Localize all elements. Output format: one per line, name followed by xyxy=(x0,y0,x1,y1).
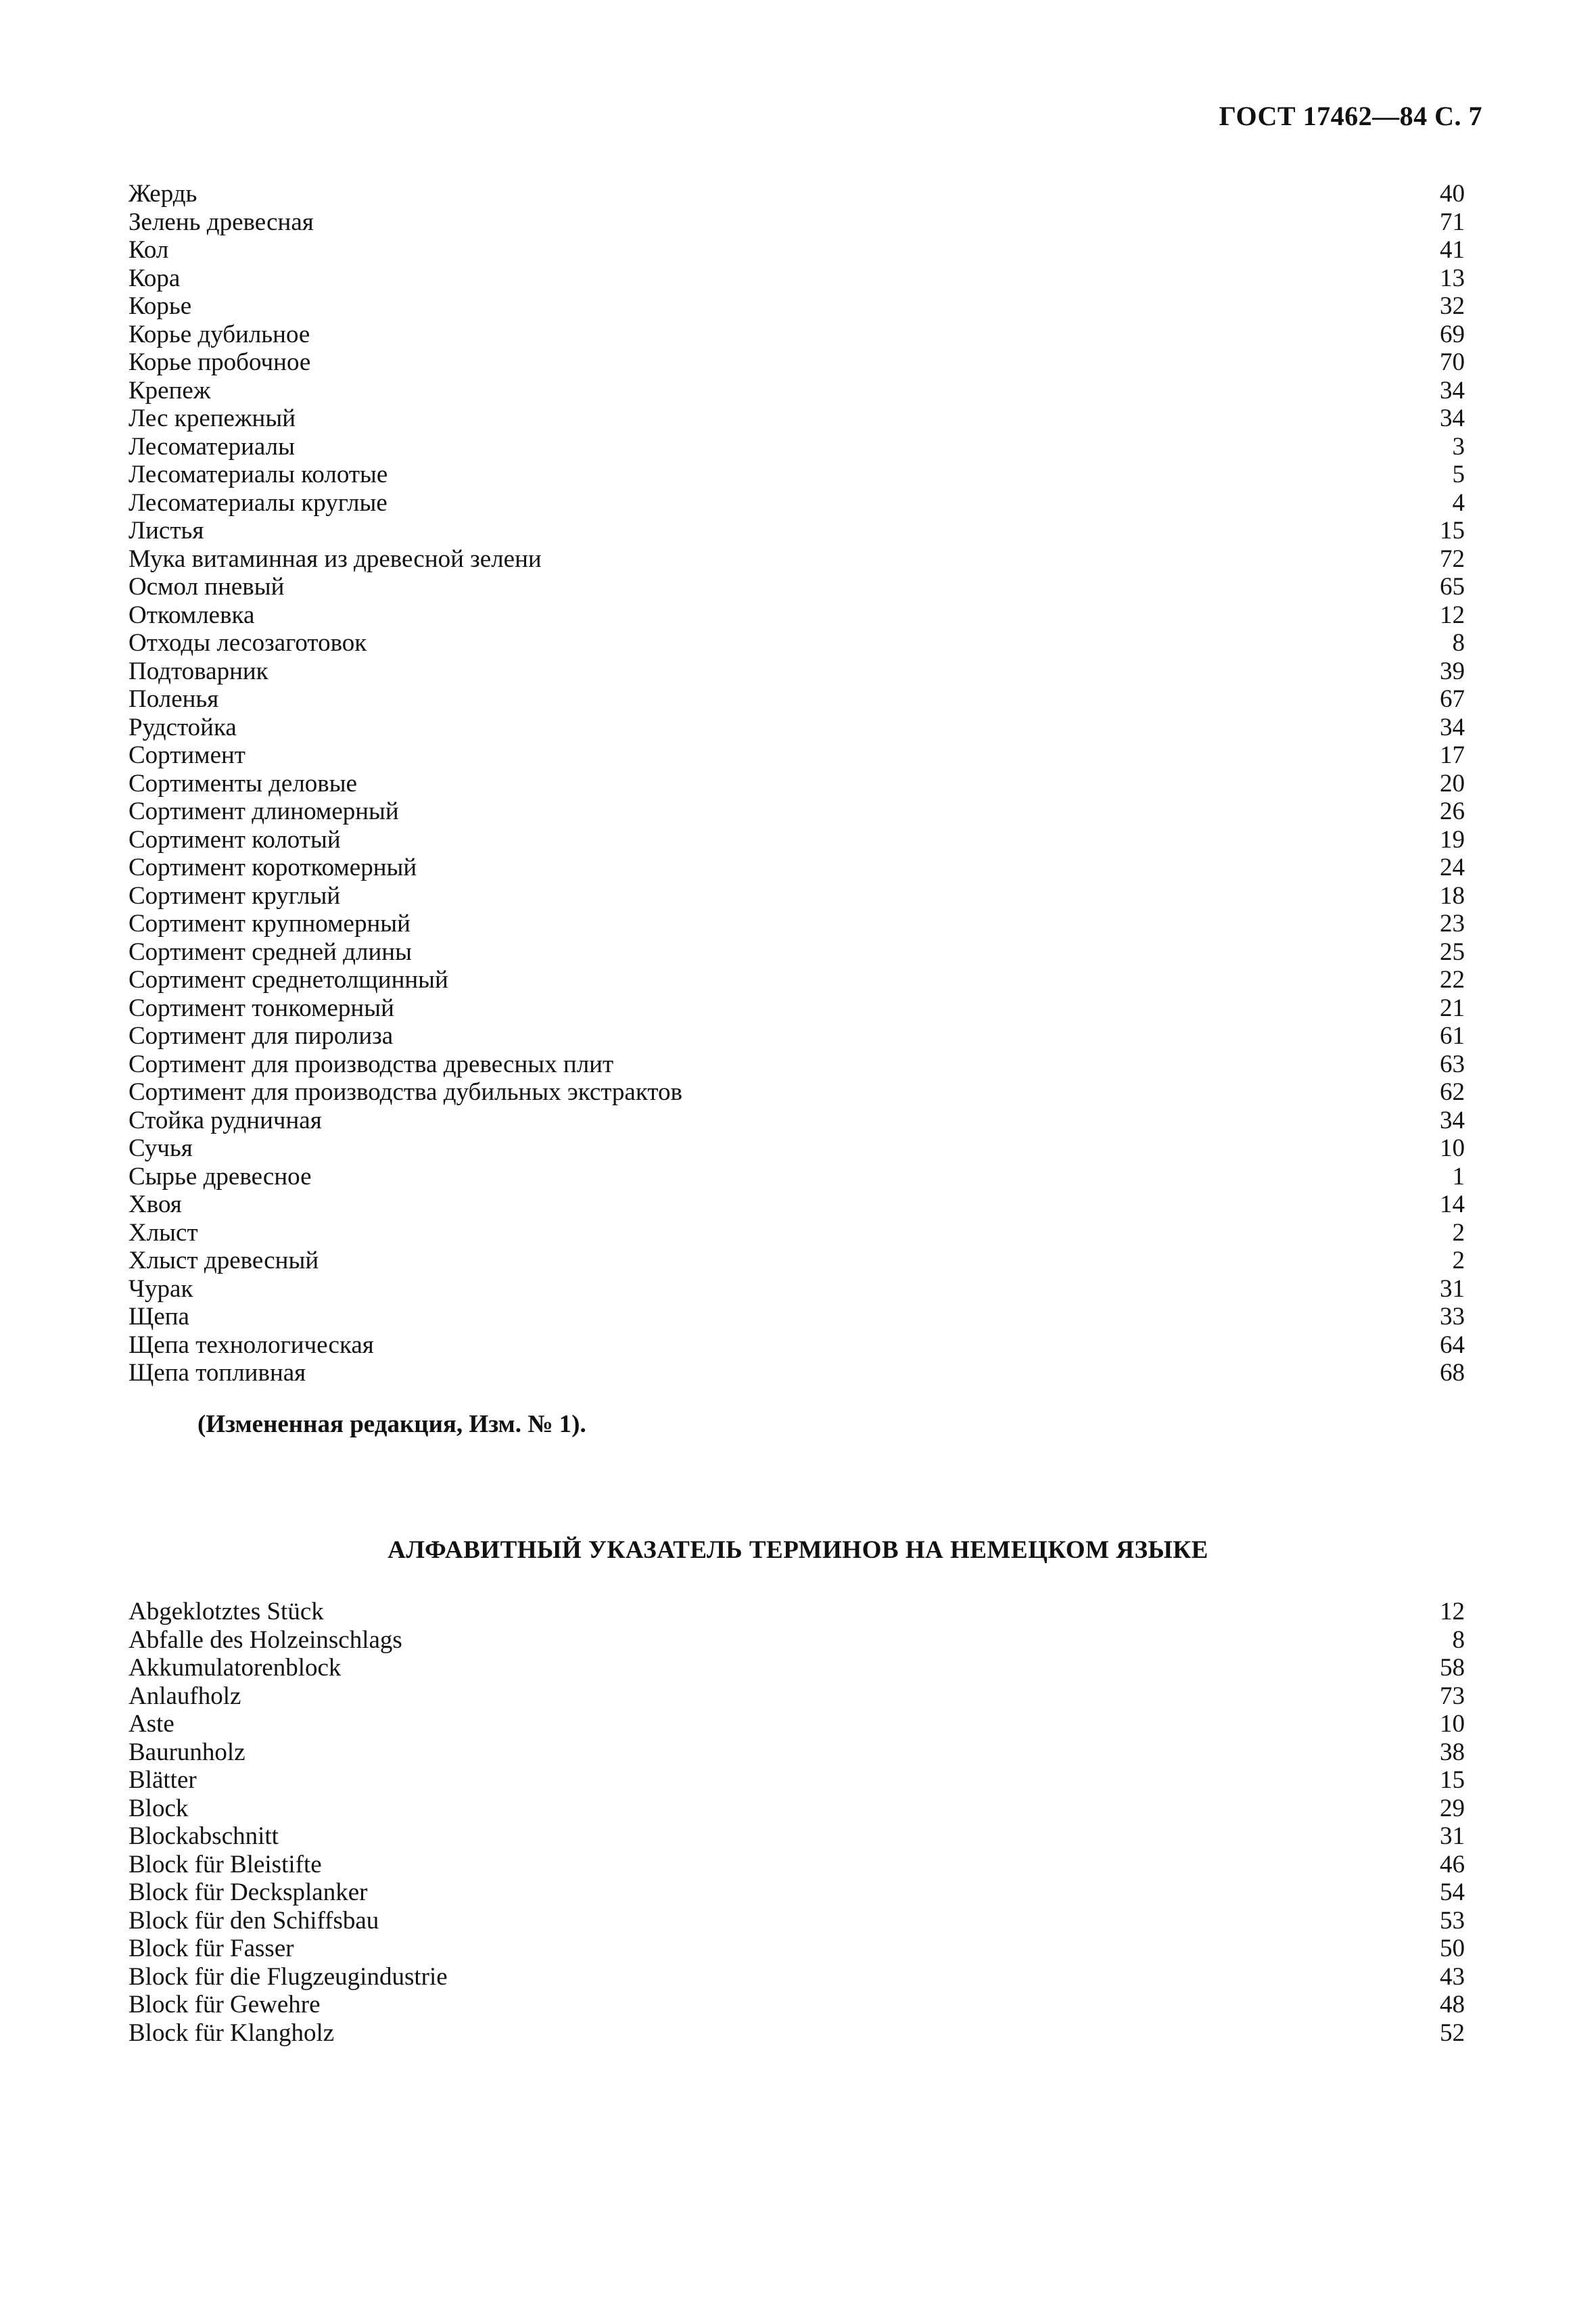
index-entry xyxy=(128,1163,1465,1191)
index-term-number: 3 xyxy=(1452,432,1465,461)
index-term-number: 21 xyxy=(1440,994,1465,1022)
index-entry xyxy=(128,1710,1465,1738)
index-term-number: 22 xyxy=(1440,966,1465,994)
index-term: Aste xyxy=(128,1710,174,1738)
index-entry xyxy=(128,826,1465,854)
index-entry xyxy=(128,1275,1465,1303)
index-term: Лес крепежный xyxy=(128,405,296,432)
index-entry xyxy=(128,573,1465,601)
index-term: Щепа топливная xyxy=(128,1359,306,1387)
index-term-number: 48 xyxy=(1440,1991,1465,2018)
index-entry xyxy=(128,1851,1465,1879)
index-term: Кора xyxy=(128,264,181,292)
index-term: Blockabschnitt xyxy=(128,1822,279,1850)
index-term: Сортимент крупномерный xyxy=(128,910,410,938)
index-entry xyxy=(128,2019,1465,2048)
index-term: Рудстойка xyxy=(128,713,237,741)
index-term-number: 64 xyxy=(1440,1331,1465,1359)
index-term-number: 33 xyxy=(1440,1303,1465,1331)
index-entry xyxy=(128,629,1465,657)
index-entry xyxy=(128,264,1465,293)
index-term: Листья xyxy=(128,517,204,545)
index-term-number: 53 xyxy=(1440,1906,1465,1935)
index-term-number: 34 xyxy=(1440,1106,1465,1134)
index-term-number: 72 xyxy=(1440,545,1465,573)
index-term: Block für Bleistifte xyxy=(128,1850,322,1878)
index-term-number: 68 xyxy=(1440,1359,1465,1387)
index-entry xyxy=(128,180,1465,208)
index-entry xyxy=(128,348,1465,377)
index-term-number: 1 xyxy=(1452,1162,1465,1191)
index-term: Мука витаминная из древесной зелени xyxy=(128,545,542,573)
index-entry xyxy=(128,1907,1465,1935)
index-entry xyxy=(128,489,1465,517)
index-entry xyxy=(128,1331,1465,1360)
index-term: Осмол пневый xyxy=(128,573,285,601)
index-entry xyxy=(128,292,1465,321)
index-entry xyxy=(128,938,1465,967)
index-term: Сортимент круглый xyxy=(128,881,341,910)
index-term: Сортимент для пиролиза xyxy=(128,1022,394,1050)
index-term-number: 34 xyxy=(1440,713,1465,741)
index-term-number: 39 xyxy=(1440,657,1465,685)
index-entry xyxy=(128,1795,1465,1823)
index-entry xyxy=(128,1022,1465,1051)
index-term-number: 67 xyxy=(1440,685,1465,713)
index-entry xyxy=(128,714,1465,742)
index-entry xyxy=(128,1878,1465,1907)
index-term-number: 65 xyxy=(1440,573,1465,601)
index-term-number: 19 xyxy=(1440,825,1465,854)
index-term: Хлыст древесный xyxy=(128,1247,319,1274)
index-term: Block für die Flugzeugindustrie xyxy=(128,1962,448,1991)
index-term-number: 58 xyxy=(1440,1654,1465,1682)
index-term-number: 12 xyxy=(1440,1598,1465,1625)
index-term-number: 50 xyxy=(1440,1935,1465,1962)
page-header: ГОСТ 17462—84 С. 7 xyxy=(1219,101,1482,131)
index-entry xyxy=(128,517,1465,545)
index-term: Сортимент тонкомерный xyxy=(128,994,394,1022)
index-term: Щепа технологическая xyxy=(128,1331,374,1359)
index-term-number: 20 xyxy=(1440,769,1465,798)
index-term-number: 63 xyxy=(1440,1050,1465,1078)
index-term-number: 31 xyxy=(1440,1822,1465,1850)
index-term: Поленья xyxy=(128,685,219,713)
index-term: Abgeklotztes Stück xyxy=(128,1598,324,1625)
index-term-number: 52 xyxy=(1440,2018,1465,2047)
index-entry xyxy=(128,854,1465,882)
index-entry xyxy=(128,1766,1465,1795)
index-entry xyxy=(128,1219,1465,1247)
index-term: Сортименты деловые xyxy=(128,769,358,798)
index-term: Сортимент длиномерный xyxy=(128,798,399,825)
index-entry xyxy=(128,657,1465,686)
index-term: Корье xyxy=(128,292,192,320)
index-entry xyxy=(128,1738,1465,1767)
index-term: Block für Fasser xyxy=(128,1935,294,1962)
index-term-number: 69 xyxy=(1440,320,1465,348)
index-term: Baurunholz xyxy=(128,1738,245,1766)
index-entry xyxy=(128,882,1465,910)
index-term: Сортимент для производства дубильных экстрактов xyxy=(128,1078,682,1106)
index-entry xyxy=(128,1134,1465,1163)
index-term: Сырье древесное xyxy=(128,1162,312,1191)
index-term: Жердь xyxy=(128,180,197,208)
index-entry xyxy=(128,1654,1465,1682)
index-entry xyxy=(128,1626,1465,1655)
index-term: Хвоя xyxy=(128,1191,182,1218)
index-term-number: 10 xyxy=(1440,1710,1465,1738)
index-term-number: 41 xyxy=(1440,236,1465,264)
index-entry xyxy=(128,1935,1465,1963)
index-entry xyxy=(128,461,1465,489)
index-term: Крепеж xyxy=(128,376,211,405)
index-term-number: 43 xyxy=(1440,1962,1465,1991)
index-entry xyxy=(128,770,1465,798)
index-entry xyxy=(128,405,1465,433)
index-term-number: 32 xyxy=(1440,292,1465,320)
index-term: Abfalle des Holzeinschlags xyxy=(128,1625,402,1654)
index-term-number: 38 xyxy=(1440,1738,1465,1766)
index-term: Подтоварник xyxy=(128,657,268,685)
index-entry xyxy=(128,685,1465,714)
index-term: Щепа xyxy=(128,1303,189,1331)
index-term-number: 26 xyxy=(1440,798,1465,825)
index-entry xyxy=(128,236,1465,264)
index-term-number: 8 xyxy=(1452,1625,1465,1654)
index-term-number: 13 xyxy=(1440,264,1465,292)
index-entry xyxy=(128,208,1465,237)
index-term-number: 14 xyxy=(1440,1191,1465,1218)
index-term-number: 2 xyxy=(1452,1247,1465,1274)
german-term-index xyxy=(128,1598,1465,2047)
index-term: Чурак xyxy=(128,1274,193,1303)
index-term: Лесоматериалы xyxy=(128,432,295,461)
index-term: Лесоматериалы круглые xyxy=(128,488,388,517)
index-term: Сортимент среднетолщинный xyxy=(128,966,448,994)
index-term-number: 71 xyxy=(1440,208,1465,236)
index-entry xyxy=(128,1598,1465,1626)
index-entry xyxy=(128,1247,1465,1275)
index-term: Block für Gewehre xyxy=(128,1991,321,2018)
index-term: Отходы лесозаготовок xyxy=(128,629,367,657)
index-term-number: 40 xyxy=(1440,180,1465,208)
index-term: Block für Klangholz xyxy=(128,2018,335,2047)
index-entry xyxy=(128,601,1465,630)
index-term: Хлыст xyxy=(128,1218,198,1247)
index-term-number: 34 xyxy=(1440,376,1465,405)
index-term-number: 24 xyxy=(1440,854,1465,881)
index-term: Кол xyxy=(128,236,169,264)
index-entry xyxy=(128,966,1465,994)
index-term: Корье дубильное xyxy=(128,320,310,348)
index-entry xyxy=(128,1682,1465,1711)
index-term-number: 15 xyxy=(1440,1766,1465,1794)
index-term-number: 70 xyxy=(1440,348,1465,376)
index-term: Akkumulatorenblock xyxy=(128,1654,342,1682)
index-term: Anlaufholz xyxy=(128,1682,241,1710)
index-term-number: 5 xyxy=(1452,461,1465,488)
index-term: Сучья xyxy=(128,1134,193,1162)
index-term-number: 10 xyxy=(1440,1134,1465,1162)
index-term: Зелень древесная xyxy=(128,208,314,236)
amendment-note: (Измененная редакция, Изм. № 1). xyxy=(197,1410,586,1438)
index-term-number: 23 xyxy=(1440,910,1465,938)
index-term-number: 2 xyxy=(1452,1218,1465,1247)
index-entry xyxy=(128,994,1465,1023)
index-term: Корье пробочное xyxy=(128,348,311,376)
index-term-number: 17 xyxy=(1440,741,1465,769)
index-term: Block xyxy=(128,1794,189,1822)
index-entry xyxy=(128,321,1465,349)
index-term-number: 4 xyxy=(1452,488,1465,517)
index-term-number: 34 xyxy=(1440,405,1465,432)
index-entry xyxy=(128,1359,1465,1387)
index-term-number: 54 xyxy=(1440,1878,1465,1906)
index-entry xyxy=(128,1191,1465,1219)
index-term: Сортимент короткомерный xyxy=(128,854,417,881)
index-term: Стойка рудничная xyxy=(128,1106,322,1134)
index-term-number: 73 xyxy=(1440,1682,1465,1710)
index-entry xyxy=(128,1991,1465,2019)
index-term-number: 29 xyxy=(1440,1794,1465,1822)
index-entry xyxy=(128,741,1465,770)
index-term-number: 46 xyxy=(1440,1850,1465,1878)
german-index-title: АЛФАВИТНЫЙ УКАЗАТЕЛЬ ТЕРМИНОВ НА НЕМЕЦКОМ ЯЗЫКЕ xyxy=(388,1536,1208,1564)
index-term-number: 8 xyxy=(1452,629,1465,657)
index-entry xyxy=(128,1303,1465,1331)
index-term: Block für Decksplanker xyxy=(128,1878,368,1906)
index-term-number: 62 xyxy=(1440,1078,1465,1106)
index-term: Сортимент средней длины xyxy=(128,938,412,966)
index-term-number: 31 xyxy=(1440,1274,1465,1303)
index-term-number: 18 xyxy=(1440,881,1465,910)
index-entry xyxy=(128,798,1465,826)
index-term-number: 25 xyxy=(1440,938,1465,966)
russian-term-index xyxy=(128,180,1465,1387)
index-entry xyxy=(128,1822,1465,1851)
index-term-number: 15 xyxy=(1440,517,1465,545)
index-entry xyxy=(128,545,1465,574)
index-term: Лесоматериалы колотые xyxy=(128,461,388,488)
index-entry xyxy=(128,433,1465,461)
index-term: Откомлевка xyxy=(128,601,255,629)
index-term: Сортимент xyxy=(128,741,245,769)
index-entry xyxy=(128,1078,1465,1107)
index-term: Сортимент для производства древесных плит xyxy=(128,1050,614,1078)
index-term: Block für den Schiffsbau xyxy=(128,1906,379,1935)
index-term: Blätter xyxy=(128,1766,197,1794)
index-entry xyxy=(128,1107,1465,1135)
index-term-number: 12 xyxy=(1440,601,1465,629)
index-term-number: 61 xyxy=(1440,1022,1465,1050)
index-entry xyxy=(128,910,1465,938)
index-term: Сортимент колотый xyxy=(128,825,341,854)
index-entry xyxy=(128,1963,1465,1991)
index-entry xyxy=(128,377,1465,405)
index-entry xyxy=(128,1051,1465,1079)
